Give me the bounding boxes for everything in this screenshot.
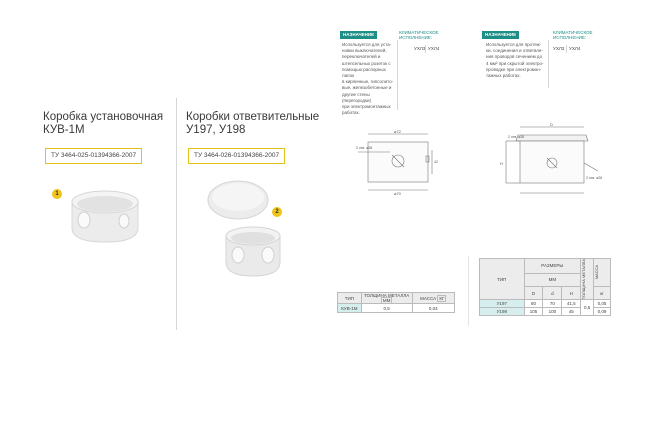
drawing-kuv [350,128,440,198]
left-spec-box: ТУ 3464-025-01394366-2007 [45,148,142,164]
drawing-u197-h: H [500,161,503,166]
junction-box-kuv-photo [60,180,150,250]
t2-row2-D: 105 [524,308,543,316]
t2-row2-d: 100 [543,308,562,316]
right-product-title: Коробки ответвительные У197, У198 [186,111,320,136]
drawing-u197-d: D [550,122,553,127]
t2-row2-H: 45 [562,308,581,316]
t2-head-type: ТИП [480,259,525,300]
t1-head-mass: МАССА КГ [412,293,454,304]
left-product-title: Коробка установочная КУВ-1М [43,111,164,136]
drawing-kuv-dim-top: ø72 [394,129,401,134]
t1-head-thick: ТОЛЩИНА МЕТАЛЛА ММ [361,293,412,304]
drawing-u197-holes-side: 2 отв. ø26 [586,176,603,180]
t2-head-sizes: РАЗМЕРЫ [524,259,581,274]
panel1-code-sep [425,45,426,53]
t1-cell-mass: 0,04 [412,304,454,313]
panel2-purpose-tag: НАЗНАЧЕНИЕ [482,31,519,39]
panel1-code-1: УХЛ3 [414,46,426,51]
t1-cell-thick: 0,5 [361,304,412,313]
junction-box-lid-photo [203,176,273,226]
badge-2: 2 [272,207,282,217]
page-fold-line [468,256,469,326]
panel1-climate-label: КЛИМАТИЧЕСКОЕ ИСПОЛНЕНИЕ: [399,30,439,40]
panel2-code-sep [566,45,567,53]
table-kuv [337,292,455,313]
right-spec-box: ТУ 3464-026-01394366-2007 [188,148,285,164]
t2-head-mass: МАССА [594,259,611,287]
t2-row1-mass: 0,05 [594,300,611,308]
t2-sub-kg: кг [594,287,611,300]
t2-head-unit: ММ [524,273,581,286]
panel1-description: Используется для уста- новки выключателей, переключателей и штепсельных розеток с помощью распорных лапок в кирпичные, гипсолито- вые, железобетонные и другие стены (перегородки) при электромонтажных работах. [342,42,394,116]
table-u197-u198 [479,258,611,316]
drawing-kuv-dim-bottom: ø70 [394,191,401,196]
t2-row1-type: У197 [480,300,525,308]
panel2-description: Используется для протяж- ки, соединения и ответвле- ния проводов сечением до 4 мм² при скрытой электро- проводке при электромон- тажных работах. [486,42,544,79]
t2-row1-H: 41,5 [562,300,581,308]
panel2-code-2: УХЛ4 [569,46,581,51]
product-divider [176,98,177,330]
drawing-u197-holes-top: 2 отв. ø26 [508,135,525,139]
panel2-code-1: УХЛ3 [553,46,565,51]
t2-sub-h: H [562,287,581,300]
panel1-purpose-tag: НАЗНАЧЕНИЕ [340,31,377,39]
junction-box-body-photo [218,222,288,282]
t2-row2-type: У198 [480,308,525,316]
drawing-kuv-height: 42 [434,160,438,164]
t2-row1-D: 80 [524,300,543,308]
t2-sub-d-inner: d [543,287,562,300]
t2-head-thickness: ТОЛЩИНА МЕТАЛЛА [581,259,594,300]
panel2-desc-rule [548,40,549,88]
t2-row1-d: 70 [543,300,562,308]
drawing-kuv-holes: 2 отв. ø26 [356,146,373,150]
t1-cell-type: КУВ-1М [338,304,362,313]
panel1-code-2: УХЛ4 [428,46,440,51]
t2-thickness: 0,5 [581,300,594,316]
t1-head-type: ТИП [338,293,362,304]
t2-sub-d-outer: D [524,287,543,300]
t2-row2-mass: 0,09 [594,308,611,316]
drawing-u197 [498,121,608,203]
panel2-climate-label: КЛИМАТИЧЕСКОЕ ИСПОЛНЕНИЕ: [553,30,593,40]
badge-1: 1 [52,189,62,199]
